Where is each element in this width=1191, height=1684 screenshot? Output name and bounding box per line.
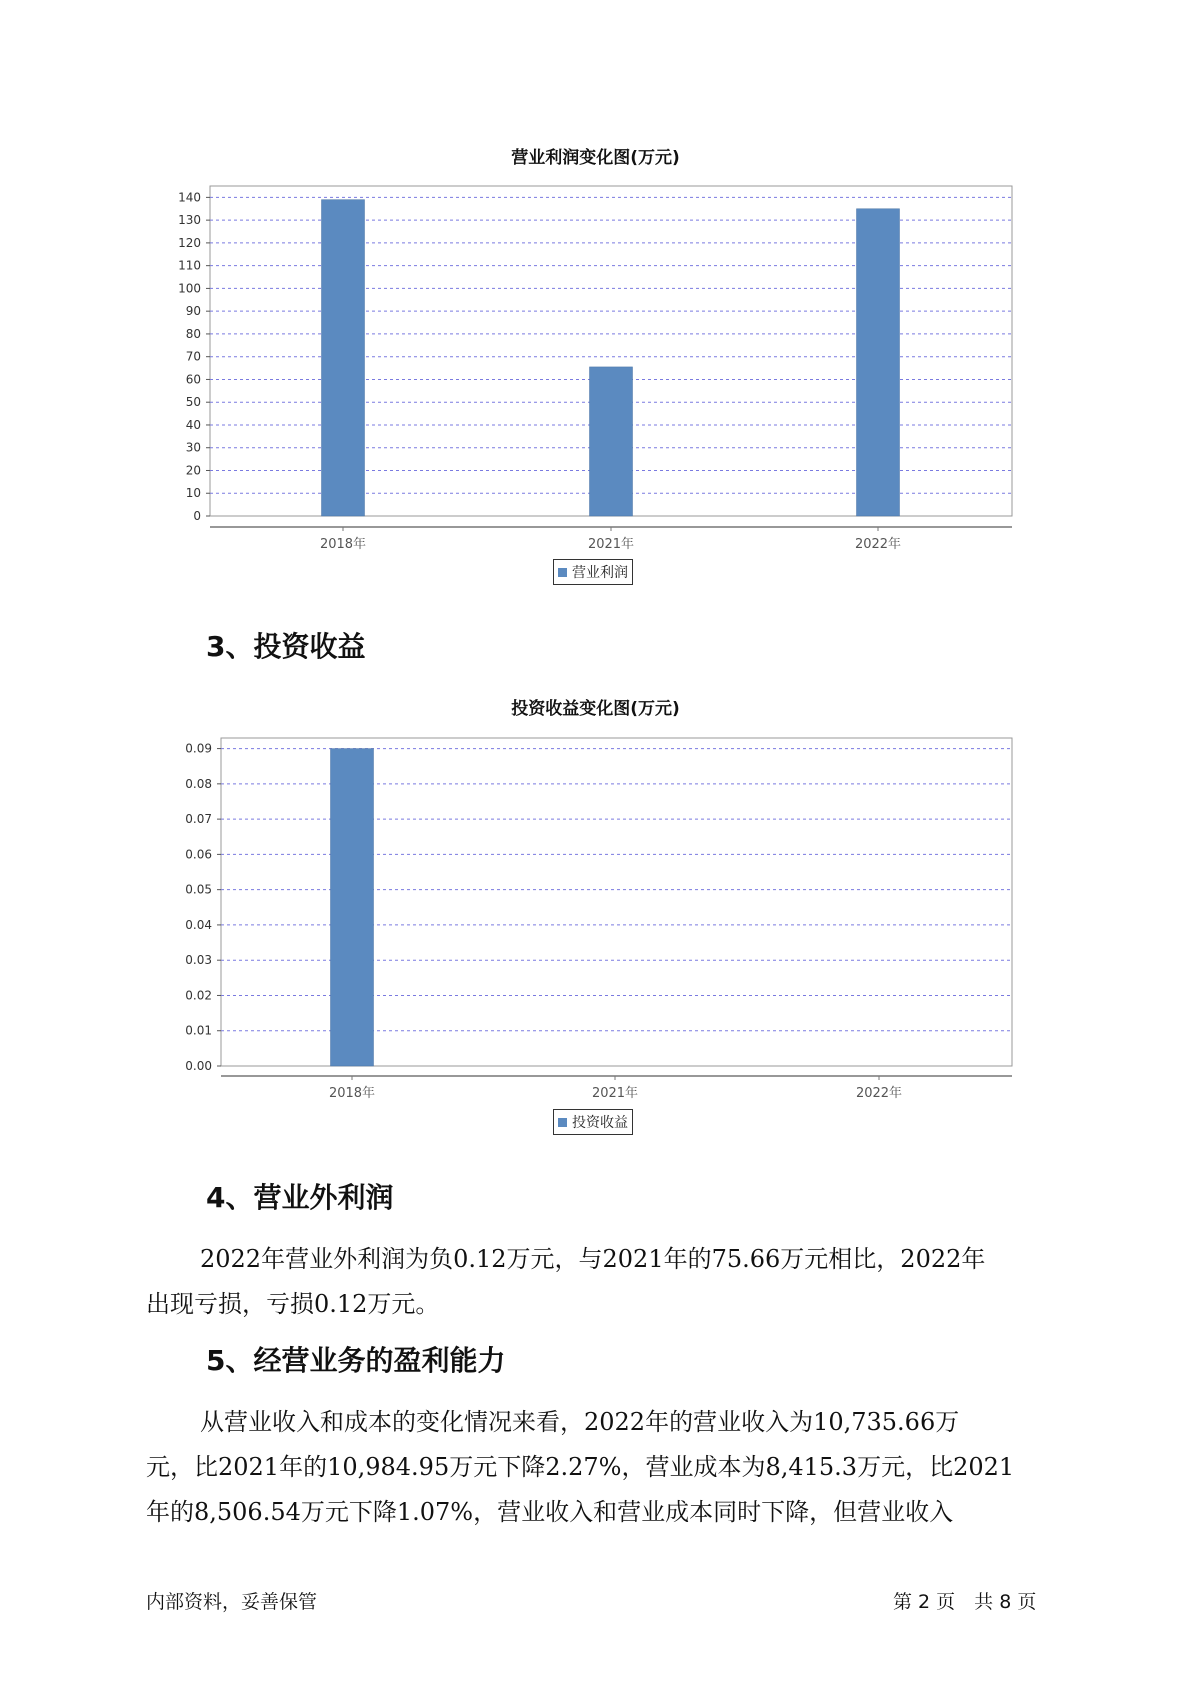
chart-legend-investment-income xyxy=(553,1109,633,1135)
y-tick-label: 40 xyxy=(185,417,201,432)
y-tick-label: 70 xyxy=(185,349,201,364)
section-heading-investment: 3、投资收益 xyxy=(206,630,366,663)
footer-confidential-note: 内部资料，妥善保管 xyxy=(146,1591,318,1613)
y-tick-label: 0 xyxy=(193,509,201,523)
y-tick-label: 110 xyxy=(178,258,201,273)
y-tick-label: 90 xyxy=(185,304,201,319)
x-tick-label: 2018年 xyxy=(319,537,367,552)
profitability-paragraph xyxy=(146,1400,1059,1535)
paragraph-line: 元，比2021年的10,984.95万元下降2.27%，营业成本为8,415.3万元，比2021 xyxy=(146,1453,1015,1481)
legend-label: 投资收益 xyxy=(572,1115,628,1131)
y-tick-label: 140 xyxy=(178,190,201,205)
nonoperating-profit-paragraph xyxy=(146,1237,1059,1327)
y-tick-label: 0.01 xyxy=(185,1023,212,1038)
x-tick-label: 2018年 xyxy=(328,1086,376,1101)
footer-page-number: 第 2 页 共 8 页 xyxy=(893,1591,1037,1613)
section-heading-nonoperating-profit: 4、营业外利润 xyxy=(206,1181,394,1214)
y-tick-label: 130 xyxy=(178,213,201,228)
y-tick-label: 0.06 xyxy=(185,847,212,862)
y-tick-label: 0.00 xyxy=(185,1059,212,1073)
y-tick-label: 60 xyxy=(185,372,201,387)
y-tick-label: 0.04 xyxy=(185,917,212,932)
x-tick-label: 2021年 xyxy=(591,1086,639,1101)
y-tick-label: 0.07 xyxy=(185,812,212,827)
legend-label: 营业利润 xyxy=(572,565,628,581)
section-heading-profitability: 5、经营业务的盈利能力 xyxy=(206,1344,506,1377)
x-tick-label: 2021年 xyxy=(587,537,635,552)
y-tick-label: 10 xyxy=(185,486,201,501)
y-tick-label: 100 xyxy=(178,281,201,296)
y-tick-label: 0.03 xyxy=(185,953,212,968)
legend-swatch xyxy=(558,1118,567,1127)
y-tick-label: 0.05 xyxy=(185,882,212,897)
paragraph-line: 2022年营业外利润为负0.12万元，与2021年的75.66万元相比，2022年 xyxy=(200,1245,986,1273)
y-tick-label: 80 xyxy=(185,326,201,341)
paragraph-line: 从营业收入和成本的变化情况来看，2022年的营业收入为10,735.66万 xyxy=(200,1408,960,1436)
bar xyxy=(331,749,374,1066)
chart-title-operating-profit: 营业利润变化图(万元) xyxy=(511,148,680,168)
x-tick-label: 2022年 xyxy=(854,537,902,552)
y-tick-label: 0.09 xyxy=(185,741,212,756)
y-tick-label: 120 xyxy=(178,235,201,250)
x-tick-label: 2022年 xyxy=(855,1086,903,1101)
y-tick-label: 30 xyxy=(185,440,201,455)
y-tick-label: 0.08 xyxy=(185,776,212,791)
chart-title-investment-income: 投资收益变化图(万元) xyxy=(511,699,680,719)
paragraph-line: 年的8,506.54万元下降1.07%，营业收入和营业成本同时下降，但营业收入 xyxy=(146,1498,954,1526)
y-tick-label: 50 xyxy=(185,395,201,410)
y-tick-label: 20 xyxy=(185,463,201,478)
paragraph-line: 出现亏损，亏损0.12万元。 xyxy=(146,1290,440,1318)
y-tick-label: 0.02 xyxy=(185,988,212,1003)
